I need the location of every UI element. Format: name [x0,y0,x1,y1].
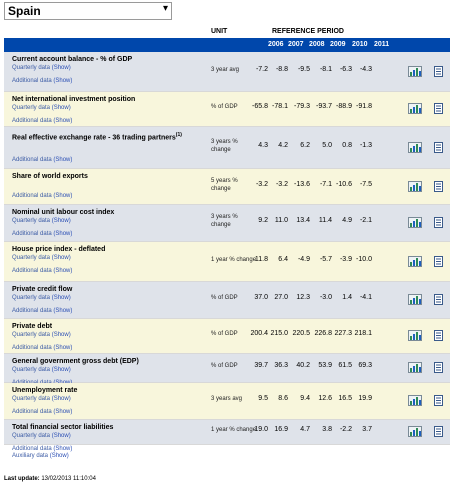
chart-icon[interactable] [408,360,422,371]
chevron-down-icon: ▾ [162,3,168,14]
value-cell: -8.1 [319,65,332,73]
value-cell: -10.0 [356,255,372,263]
show-link[interactable]: (Show) [53,409,73,415]
indicator-row [4,127,450,169]
quarterly-data-link[interactable]: Quarterly data (Show) [12,396,71,402]
table-icon[interactable] [434,140,443,151]
value-cell: -91.8 [356,103,372,110]
quarterly-data-link[interactable]: Quarterly data (Show) [12,65,71,71]
unit-cell: 3 years avg [211,396,243,402]
value-cell: -65.8 [252,103,268,110]
indicator-row [4,205,450,242]
table-icon[interactable] [434,64,443,75]
value-cell: -4.3 [359,65,372,73]
value-cell: 215.0 [270,330,288,337]
value-cell: 40.2 [296,362,310,369]
show-link[interactable]: (Show) [49,453,69,459]
table-icon[interactable] [434,254,443,265]
show-link[interactable]: (Show) [51,105,71,111]
value-cell: 69.3 [358,362,372,369]
country-select-value: Spain [8,4,41,18]
show-link[interactable]: (Show) [53,78,73,84]
value-cell: 11.0 [274,217,288,224]
chart-icon[interactable] [408,254,422,265]
indicator-row [4,354,450,383]
value-cell: -79.3 [294,103,310,110]
unit-cell: % of GDP [211,363,238,369]
additional-data-link[interactable]: Additional data (Show) [12,409,73,415]
value-cell: -3.0 [319,294,332,301]
additional-data-link[interactable]: Additional data (Show) [12,231,73,237]
value-cell: -3.2 [255,180,268,188]
value-cell: 3.8 [322,426,332,433]
indicator-title: Unemployment rate [12,387,78,394]
value-cell: 227.3 [334,330,352,337]
value-cell: 37.0 [254,294,268,301]
quarterly-data-link[interactable]: Quarterly data (Show) [12,332,71,338]
additional-data-link[interactable]: Additional data (Show) [12,446,73,452]
value-cell: 1.4 [342,294,352,301]
value-cell: -78.1 [272,103,288,110]
value-cell: 3.7 [362,426,372,433]
indicator-title: General government gross debt (EDP) [12,358,139,365]
indicator-row [4,420,450,452]
unit-cell: 5 years % change [211,177,238,192]
show-link[interactable]: (Show) [51,255,71,261]
value-cell: -1.3 [359,141,372,149]
value-cell: -5.7 [319,255,332,263]
chart-icon[interactable] [408,292,422,303]
value-cell: 6.4 [278,255,288,263]
value-cell: -7.5 [359,180,372,188]
indicator-row [4,282,450,319]
additional-data-link[interactable]: Additional data (Show) [12,118,73,124]
value-cell: 226.8 [314,330,332,337]
show-link[interactable]: (Show) [51,367,71,373]
footnote-marker: (1) [175,132,182,138]
year-header: 2011 [374,41,390,48]
value-cell: 13.4 [296,217,310,224]
unit-cell: 3 years % change [211,138,238,153]
country-select[interactable] [4,2,172,20]
chart-icon[interactable] [408,140,422,151]
year-header: 2008 [309,41,325,48]
show-link[interactable]: (Show) [51,433,71,439]
value-cell: 53.9 [318,362,332,369]
value-cell: 220.5 [292,330,310,337]
top-bar [0,0,450,26]
table-icon[interactable] [434,424,443,435]
value-cell: -4.1 [359,294,372,301]
value-cell: 200.4 [250,330,268,337]
show-link[interactable]: (Show) [53,345,73,351]
value-cell: 61.5 [338,362,352,369]
show-link[interactable]: (Show) [51,396,71,402]
indicator-title: Share of world exports [12,173,88,180]
value-cell: 27.0 [274,294,288,301]
show-link[interactable]: (Show) [53,268,73,274]
table-icon[interactable] [434,179,443,190]
table-icon[interactable] [434,215,443,226]
auxiliary-data-link[interactable]: Auxiliary data (Show) [12,453,69,459]
value-cell: 39.7 [254,362,268,369]
value-cell: 0.8 [342,141,352,149]
value-cell: -9.5 [297,65,310,73]
indicator-title: Net international investment position [12,96,136,103]
unit-cell: % of GDP [211,331,238,337]
value-cell: 4.7 [300,426,310,433]
value-cell: -4.9 [297,255,310,263]
value-cell: -3.2 [275,180,288,188]
additional-data-link[interactable]: Additional data (Show) [12,157,73,163]
year-header: 2009 [330,41,346,48]
indicator-row [4,319,450,354]
value-cell: 36.3 [274,362,288,369]
year-header: 2006 [268,41,284,48]
quarterly-data-link[interactable]: Quarterly data (Show) [12,255,71,261]
value-cell: -93.7 [316,103,332,110]
indicator-title: House price index - deflated [12,246,106,253]
value-cell: 11.8 [254,255,268,263]
indicator-title: Total financial sector liabilities [12,424,114,431]
show-link[interactable]: (Show) [53,308,73,314]
show-link[interactable]: (Show) [51,332,71,338]
last-update: Last update: 13/02/2013 11:10:04 [4,476,96,482]
show-link[interactable]: (Show) [51,65,71,71]
table-icon[interactable] [434,292,443,303]
table-icon[interactable] [434,393,443,404]
value-cell: -8.8 [275,65,288,73]
unit-cell: % of GDP [211,104,238,110]
value-cell: -88.9 [336,103,352,110]
show-link[interactable]: (Show) [51,218,71,224]
table-icon[interactable] [434,328,443,339]
quarterly-data-link[interactable]: Quarterly data (Show) [12,367,71,373]
reference-period-header: REFERENCE PERIOD [272,28,344,35]
chart-icon[interactable] [408,328,422,339]
unit-cell: 1 year % change [211,427,257,433]
quarterly-data-link[interactable]: Quarterly data (Show) [12,218,71,224]
chart-icon[interactable] [408,215,422,226]
show-link[interactable]: (Show) [53,118,73,124]
years-bar [4,38,450,52]
value-cell: -2.1 [359,217,372,224]
value-cell: -2.2 [339,426,352,433]
additional-data-link[interactable]: Additional data (Show) [12,345,73,351]
quarterly-data-link[interactable]: Quarterly data (Show) [12,105,71,111]
indicator-title: Private debt [12,323,53,330]
chart-icon[interactable] [408,424,422,435]
value-cell: 16.5 [338,395,352,402]
value-cell: 8.6 [278,395,288,402]
show-link[interactable]: (Show) [53,231,73,237]
table-icon[interactable] [434,360,443,371]
value-cell: -10.6 [336,180,352,188]
indicator-row [4,169,450,205]
year-header: 2007 [288,41,304,48]
unit-cell: 3 year avg [211,66,240,73]
additional-data-link[interactable]: Additional data (Show) [12,308,73,314]
show-link[interactable]: (Show) [53,157,73,163]
value-cell: 19.0 [254,426,268,433]
show-link[interactable]: (Show) [53,193,73,199]
additional-data-link[interactable]: Additional data (Show) [12,268,73,274]
value-cell: 9.5 [258,395,268,402]
value-cell: 11.4 [318,217,332,224]
unit-cell: 1 year % change [211,256,257,263]
value-cell: 6.2 [300,141,310,149]
value-cell: 218.1 [354,330,372,337]
indicator-row [4,92,450,127]
value-cell: 5.0 [322,141,332,149]
value-cell: 16.9 [274,426,288,433]
additional-data-link[interactable]: Additional data (Show) [12,193,73,199]
chart-icon[interactable] [408,179,422,190]
value-cell: 19.9 [358,395,372,402]
unit-cell: % of GDP [211,295,238,301]
value-cell: -7.1 [319,180,332,188]
unit-cell: 3 years % change [211,214,238,228]
indicator-row [4,383,450,420]
table-header [4,26,450,52]
additional-data-link[interactable]: Additional data (Show) [12,78,73,84]
indicator-row [4,52,450,92]
value-cell: -3.9 [339,255,352,263]
indicator-table [4,52,450,452]
value-cell: 12.3 [296,294,310,301]
indicator-title: Nominal unit labour cost index [12,209,115,216]
show-link[interactable]: (Show) [53,446,73,452]
value-cell: 12.6 [318,395,332,402]
value-cell: 9.2 [258,217,268,224]
indicator-title: Current account balance - % of GDP [12,56,133,63]
value-cell: 9.4 [300,395,310,402]
year-header: 2010 [352,41,368,48]
value-cell: 4.2 [278,141,288,149]
indicator-title: Real effective exchange rate - 36 trading partners$^{(1)}$ [12,132,182,142]
value-cell: 4.9 [342,217,352,224]
quarterly-data-link[interactable]: Quarterly data (Show) [12,433,71,439]
value-cell: 4.3 [258,141,268,149]
chart-icon[interactable] [408,393,422,404]
value-cell: -6.3 [339,65,352,73]
show-link[interactable]: (Show) [51,295,71,301]
unit-header: UNIT [211,28,228,35]
chart-icon[interactable] [408,64,422,75]
indicator-row [4,242,450,282]
chart-icon[interactable] [408,101,422,112]
value-cell: -13.6 [294,180,310,188]
value-cell: -7.2 [255,65,268,73]
table-icon[interactable] [434,101,443,112]
indicator-title: Private credit flow [12,286,73,293]
quarterly-data-link[interactable]: Quarterly data (Show) [12,295,71,301]
